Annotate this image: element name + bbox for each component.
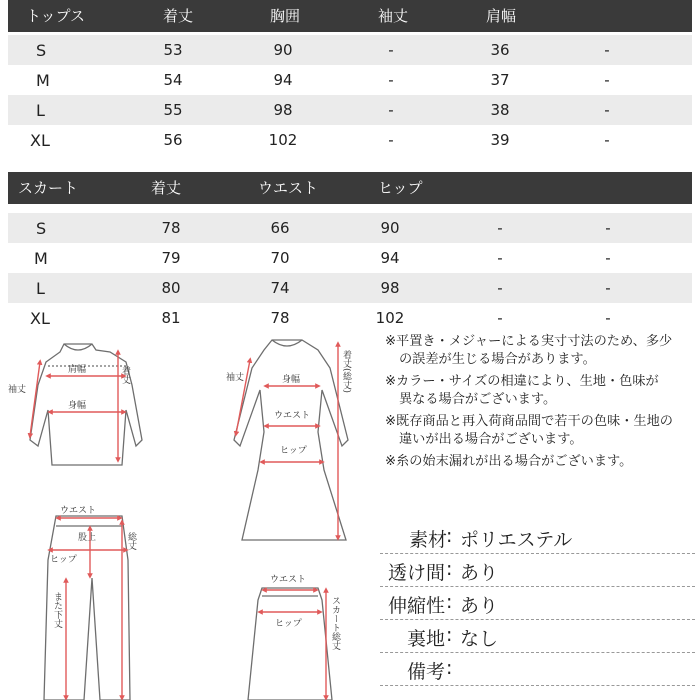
table-cell: 53: [163, 41, 183, 59]
table-cell: 90: [380, 219, 400, 237]
note-item: [385, 373, 697, 409]
note-line: ※既存商品と再入荷商品間で若干の色味・生地の: [385, 414, 673, 429]
dress-diagram: [234, 340, 348, 540]
tops-row-xl: [8, 125, 692, 155]
skirt-label-waist: ウエスト: [270, 575, 307, 585]
table-cell: 98: [273, 101, 293, 119]
skirt-col-length: 着丈: [151, 179, 182, 197]
skirt-label-hip: ヒップ: [275, 619, 302, 629]
attr-value: なし: [460, 628, 499, 650]
table-cell: -: [497, 219, 503, 237]
table-cell: -: [388, 41, 394, 59]
table-cell: -: [497, 279, 503, 297]
table-cell: -: [604, 41, 610, 59]
dress-label-waist: ウエスト: [274, 411, 311, 421]
table-cell: -: [388, 131, 394, 149]
table-cell: 56: [163, 131, 183, 149]
tops-row-l: [8, 95, 692, 125]
attr-lining: [380, 622, 695, 653]
table-cell: 36: [490, 41, 510, 59]
skirt-row-m: [8, 243, 692, 273]
table-cell: -: [605, 279, 611, 297]
skirt-col-hip: ヒップ: [378, 179, 423, 197]
attr-value: あり: [460, 595, 499, 617]
attr-stretch: [380, 589, 695, 620]
table-cell: -: [604, 131, 610, 149]
note-line: の誤差が生じる場合があります。: [399, 352, 596, 367]
size-label: S: [36, 41, 47, 60]
table-cell: -: [604, 101, 610, 119]
table-cell: 80: [161, 279, 181, 297]
attr-key: 裏地: [406, 628, 445, 650]
size-label: M: [36, 71, 50, 90]
size-label: XL: [30, 131, 50, 150]
attr-remarks: [380, 655, 695, 686]
skirt-title: スカート: [18, 179, 79, 197]
table-cell: -: [605, 219, 611, 237]
table-cell: 81: [161, 309, 181, 327]
table-cell: 90: [273, 41, 293, 59]
tops-col-chest: 胸囲: [270, 7, 301, 25]
top-label-sleeve: 袖丈: [8, 385, 27, 395]
skirt-measure-lines: [260, 590, 326, 698]
table-cell: 70: [270, 249, 290, 267]
attr-material: [380, 523, 695, 554]
table-cell: 66: [270, 219, 290, 237]
table-cell: 54: [163, 71, 183, 89]
dress-label-hip: ヒップ: [280, 446, 307, 456]
dress-outline: [234, 340, 348, 540]
table-cell: 94: [273, 71, 293, 89]
table-cell: 102: [268, 131, 298, 149]
note-line: ※平置き・メジャーによる実寸寸法のため、多少: [385, 334, 673, 349]
table-cell: -: [604, 71, 610, 89]
table-cell: 78: [270, 309, 290, 327]
table-cell: 78: [161, 219, 181, 237]
skirt-row-xl: [8, 303, 692, 333]
dress-label-length: 着丈(総丈): [341, 350, 351, 394]
tops-col-shoulder: 肩幅: [486, 7, 517, 25]
note-line: ※カラー・サイズの相違により、生地・色味が: [385, 374, 659, 389]
tops-col-length: 着丈: [163, 7, 194, 25]
table-cell: -: [605, 309, 611, 327]
table-cell: 94: [380, 249, 400, 267]
notes: [385, 333, 697, 475]
pants-label-waist: ウエスト: [60, 506, 97, 516]
product-attributes: [380, 523, 695, 688]
tops-table-header: [8, 0, 692, 32]
note-line: 異なる場合がございます。: [399, 392, 557, 407]
pants-label-rise: 股上: [78, 533, 97, 543]
skirt-diagram: [248, 588, 332, 700]
dress-label-sleeve: 袖丈: [226, 373, 245, 383]
attr-colon: :: [446, 624, 453, 646]
skirt-table-header: [8, 172, 692, 204]
attr-colon: :: [446, 525, 453, 547]
pants-label-hip: ヒップ: [50, 555, 77, 565]
top-label-shoulder: 肩幅: [68, 365, 87, 375]
attr-key: 透け間: [387, 562, 445, 584]
tops-title: トップス: [26, 7, 85, 25]
table-cell: -: [497, 249, 503, 267]
tops-row-s: [8, 35, 692, 65]
size-label: L: [36, 279, 45, 298]
attr-colon: :: [446, 558, 453, 580]
top-label-length: 着丈: [120, 366, 130, 384]
attr-key: 伸縮性: [387, 595, 445, 617]
table-cell: 55: [163, 101, 183, 119]
table-cell: 102: [375, 309, 405, 327]
table-cell: 79: [161, 249, 181, 267]
top-label-chest: 身幅: [68, 401, 87, 411]
skirt-outline: [248, 588, 332, 700]
size-label: S: [36, 219, 47, 238]
skirt-col-waist: ウエスト: [258, 179, 319, 197]
attr-value: ポリエステル: [460, 529, 573, 551]
note-item: [385, 453, 697, 471]
dress-label-chest: 身幅: [282, 375, 301, 385]
tops-row-m: [8, 65, 692, 95]
table-cell: 98: [380, 279, 400, 297]
pants-label-inseam: また下丈: [52, 592, 62, 628]
table-cell: 38: [490, 101, 510, 119]
size-label: XL: [30, 309, 50, 328]
attr-value: あり: [460, 562, 499, 584]
size-label: M: [34, 249, 48, 268]
table-cell: 39: [490, 131, 510, 149]
tops-col-sleeve: 袖丈: [378, 7, 409, 25]
skirt-row-s: [8, 213, 692, 243]
table-cell: -: [388, 101, 394, 119]
attr-sheerness: [380, 556, 695, 587]
attr-colon: :: [446, 657, 453, 679]
measurement-diagrams: [0, 332, 380, 700]
attr-key: 備考: [406, 661, 445, 683]
note-line: 違いが出る場合がございます。: [399, 432, 583, 447]
attr-colon: :: [446, 591, 453, 613]
table-cell: -: [388, 71, 394, 89]
table-cell: -: [497, 309, 503, 327]
pants-label-total: 総丈: [126, 532, 136, 550]
attr-key: 素材: [408, 529, 447, 551]
table-cell: 74: [270, 279, 290, 297]
note-item: [385, 413, 697, 449]
skirt-row-l: [8, 273, 692, 303]
skirt-label-length: スカート総丈: [330, 596, 340, 650]
note-line: ※糸の始末漏れが出る場合がございます。: [385, 454, 633, 469]
note-item: [385, 333, 697, 369]
size-label: L: [36, 101, 45, 120]
table-cell: 37: [490, 71, 510, 89]
table-cell: -: [605, 249, 611, 267]
